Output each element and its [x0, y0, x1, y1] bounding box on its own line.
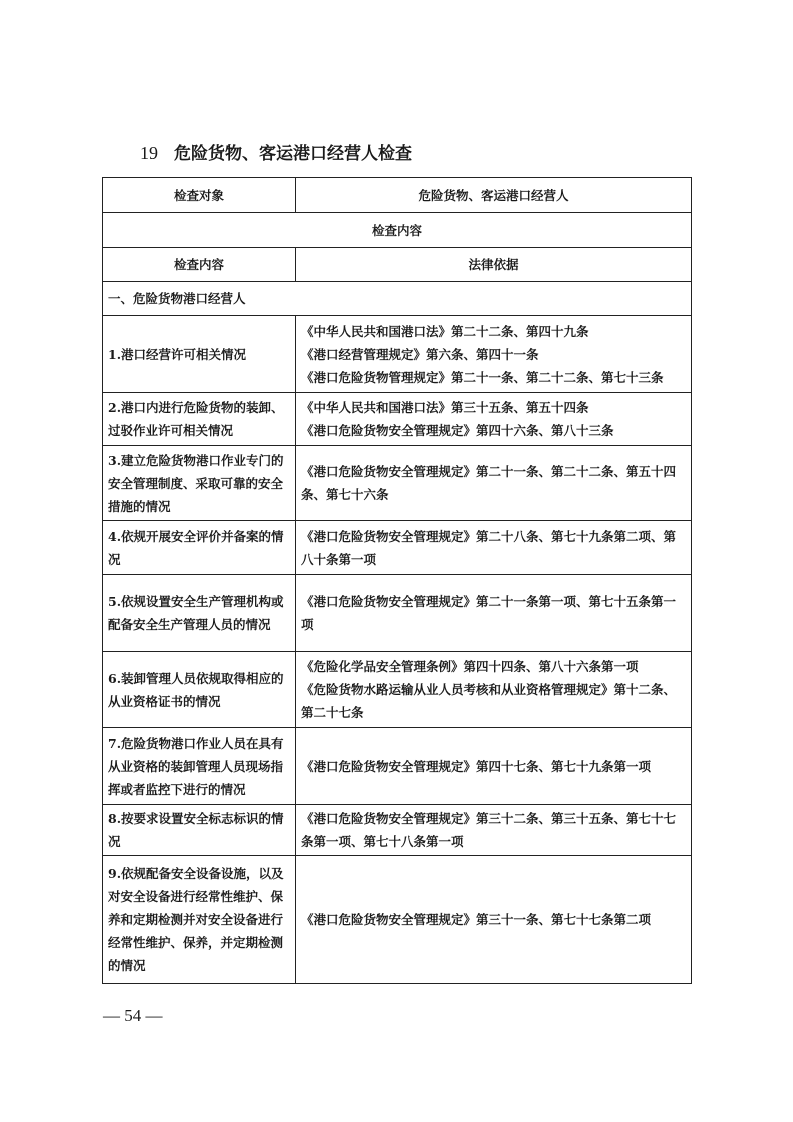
column-header-content: 检查内容: [103, 248, 296, 282]
heading-title: 危险货物、客运港口经营人检查: [174, 144, 412, 164]
row-basis: [296, 652, 692, 728]
basis-line: 《中华人民共和国港口法》第三十五条、第五十四条: [301, 400, 589, 415]
group-title: 一、危险货物港口经营人: [103, 282, 692, 316]
row-basis: 《港口危险货物安全管理规定》第二十一条、第二十二条、第五十四条、第七十六条: [296, 446, 692, 521]
table-row: [103, 805, 692, 856]
row-content: 1.港口经营许可相关情况: [103, 316, 296, 393]
heading-number: 19: [140, 143, 158, 163]
table-row: [103, 393, 692, 446]
row-content: 8.按要求设置安全标志标识的情况: [103, 805, 296, 856]
basis-line: 《港口危险货物安全管理规定》第四十六条、第八十三条: [301, 423, 614, 438]
row-content: 7.危险货物港口作业人员在具有从业资格的装卸管理人员现场指挥或者监控下进行的情况: [103, 728, 296, 805]
table-row: [103, 316, 692, 393]
column-header-basis: 法律依据: [296, 248, 692, 282]
row-basis: 《港口危险货物安全管理规定》第三十一条、第七十七条第二项: [296, 856, 692, 984]
row-content: 3.建立危险货物港口作业专门的安全管理制度、采取可靠的安全措施的情况: [103, 446, 296, 521]
row-content: 5.依规设置安全生产管理机构或配备安全生产管理人员的情况: [103, 575, 296, 652]
basis-line: 《危险货物水路运输从业人员考核和从业资格管理规定》第十二条、第二十七条: [301, 682, 677, 720]
row-basis: 《港口危险货物安全管理规定》第二十八条、第七十九条第二项、第八十条第一项: [296, 521, 692, 575]
table-row: [103, 521, 692, 575]
table-row: [103, 213, 692, 248]
table-row: [103, 652, 692, 728]
table-row: [103, 446, 692, 521]
table-row: [103, 728, 692, 805]
table-row: [103, 856, 692, 984]
basis-line: 《中华人民共和国港口法》第二十二条、第四十九条: [301, 323, 589, 339]
page-number: — 54 —: [103, 1006, 163, 1025]
basis-line: 《港口经营管理规定》第六条、第四十一条: [301, 346, 539, 362]
row-content: 2.港口内进行危险货物的装卸、过驳作业许可相关情况: [103, 393, 296, 446]
row-basis: 《港口危险货物安全管理规定》第三十二条、第三十五条、第七十七条第一项、第七十八条第一项: [296, 805, 692, 856]
row-basis: 《港口危险货物安全管理规定》第二十一条第一项、第七十五条第一项: [296, 575, 692, 652]
basis-line: 《危险化学品安全管理条例》第四十四条、第八十六条第一项: [301, 659, 639, 674]
section-title: 检查内容: [103, 213, 692, 248]
table-row: [103, 248, 692, 282]
table-row: [103, 575, 692, 652]
row-basis: [296, 316, 692, 393]
table-row: [103, 178, 692, 213]
row-content: 9.依规配备安全设备设施，以及对安全设备进行经常性维护、保养和定期检测并对安全设备进行经常性维护、保养，并定期检测的情况: [103, 856, 296, 984]
table-row: [103, 282, 692, 316]
row-content: 4.依规开展安全评价并备案的情况: [103, 521, 296, 575]
page-heading: [140, 139, 412, 164]
row-basis: [296, 393, 692, 446]
inspection-table: [102, 177, 692, 984]
row-basis: 《港口危险货物安全管理规定》第四十七条、第七十九条第一项: [296, 728, 692, 805]
basis-line: 《港口危险货物管理规定》第二十一条、第二十二条、第七十三条: [301, 369, 664, 385]
object-label: 检查对象: [103, 178, 296, 213]
row-content: 6.装卸管理人员依规取得相应的从业资格证书的情况: [103, 652, 296, 728]
object-value: 危险货物、客运港口经营人: [296, 178, 692, 213]
